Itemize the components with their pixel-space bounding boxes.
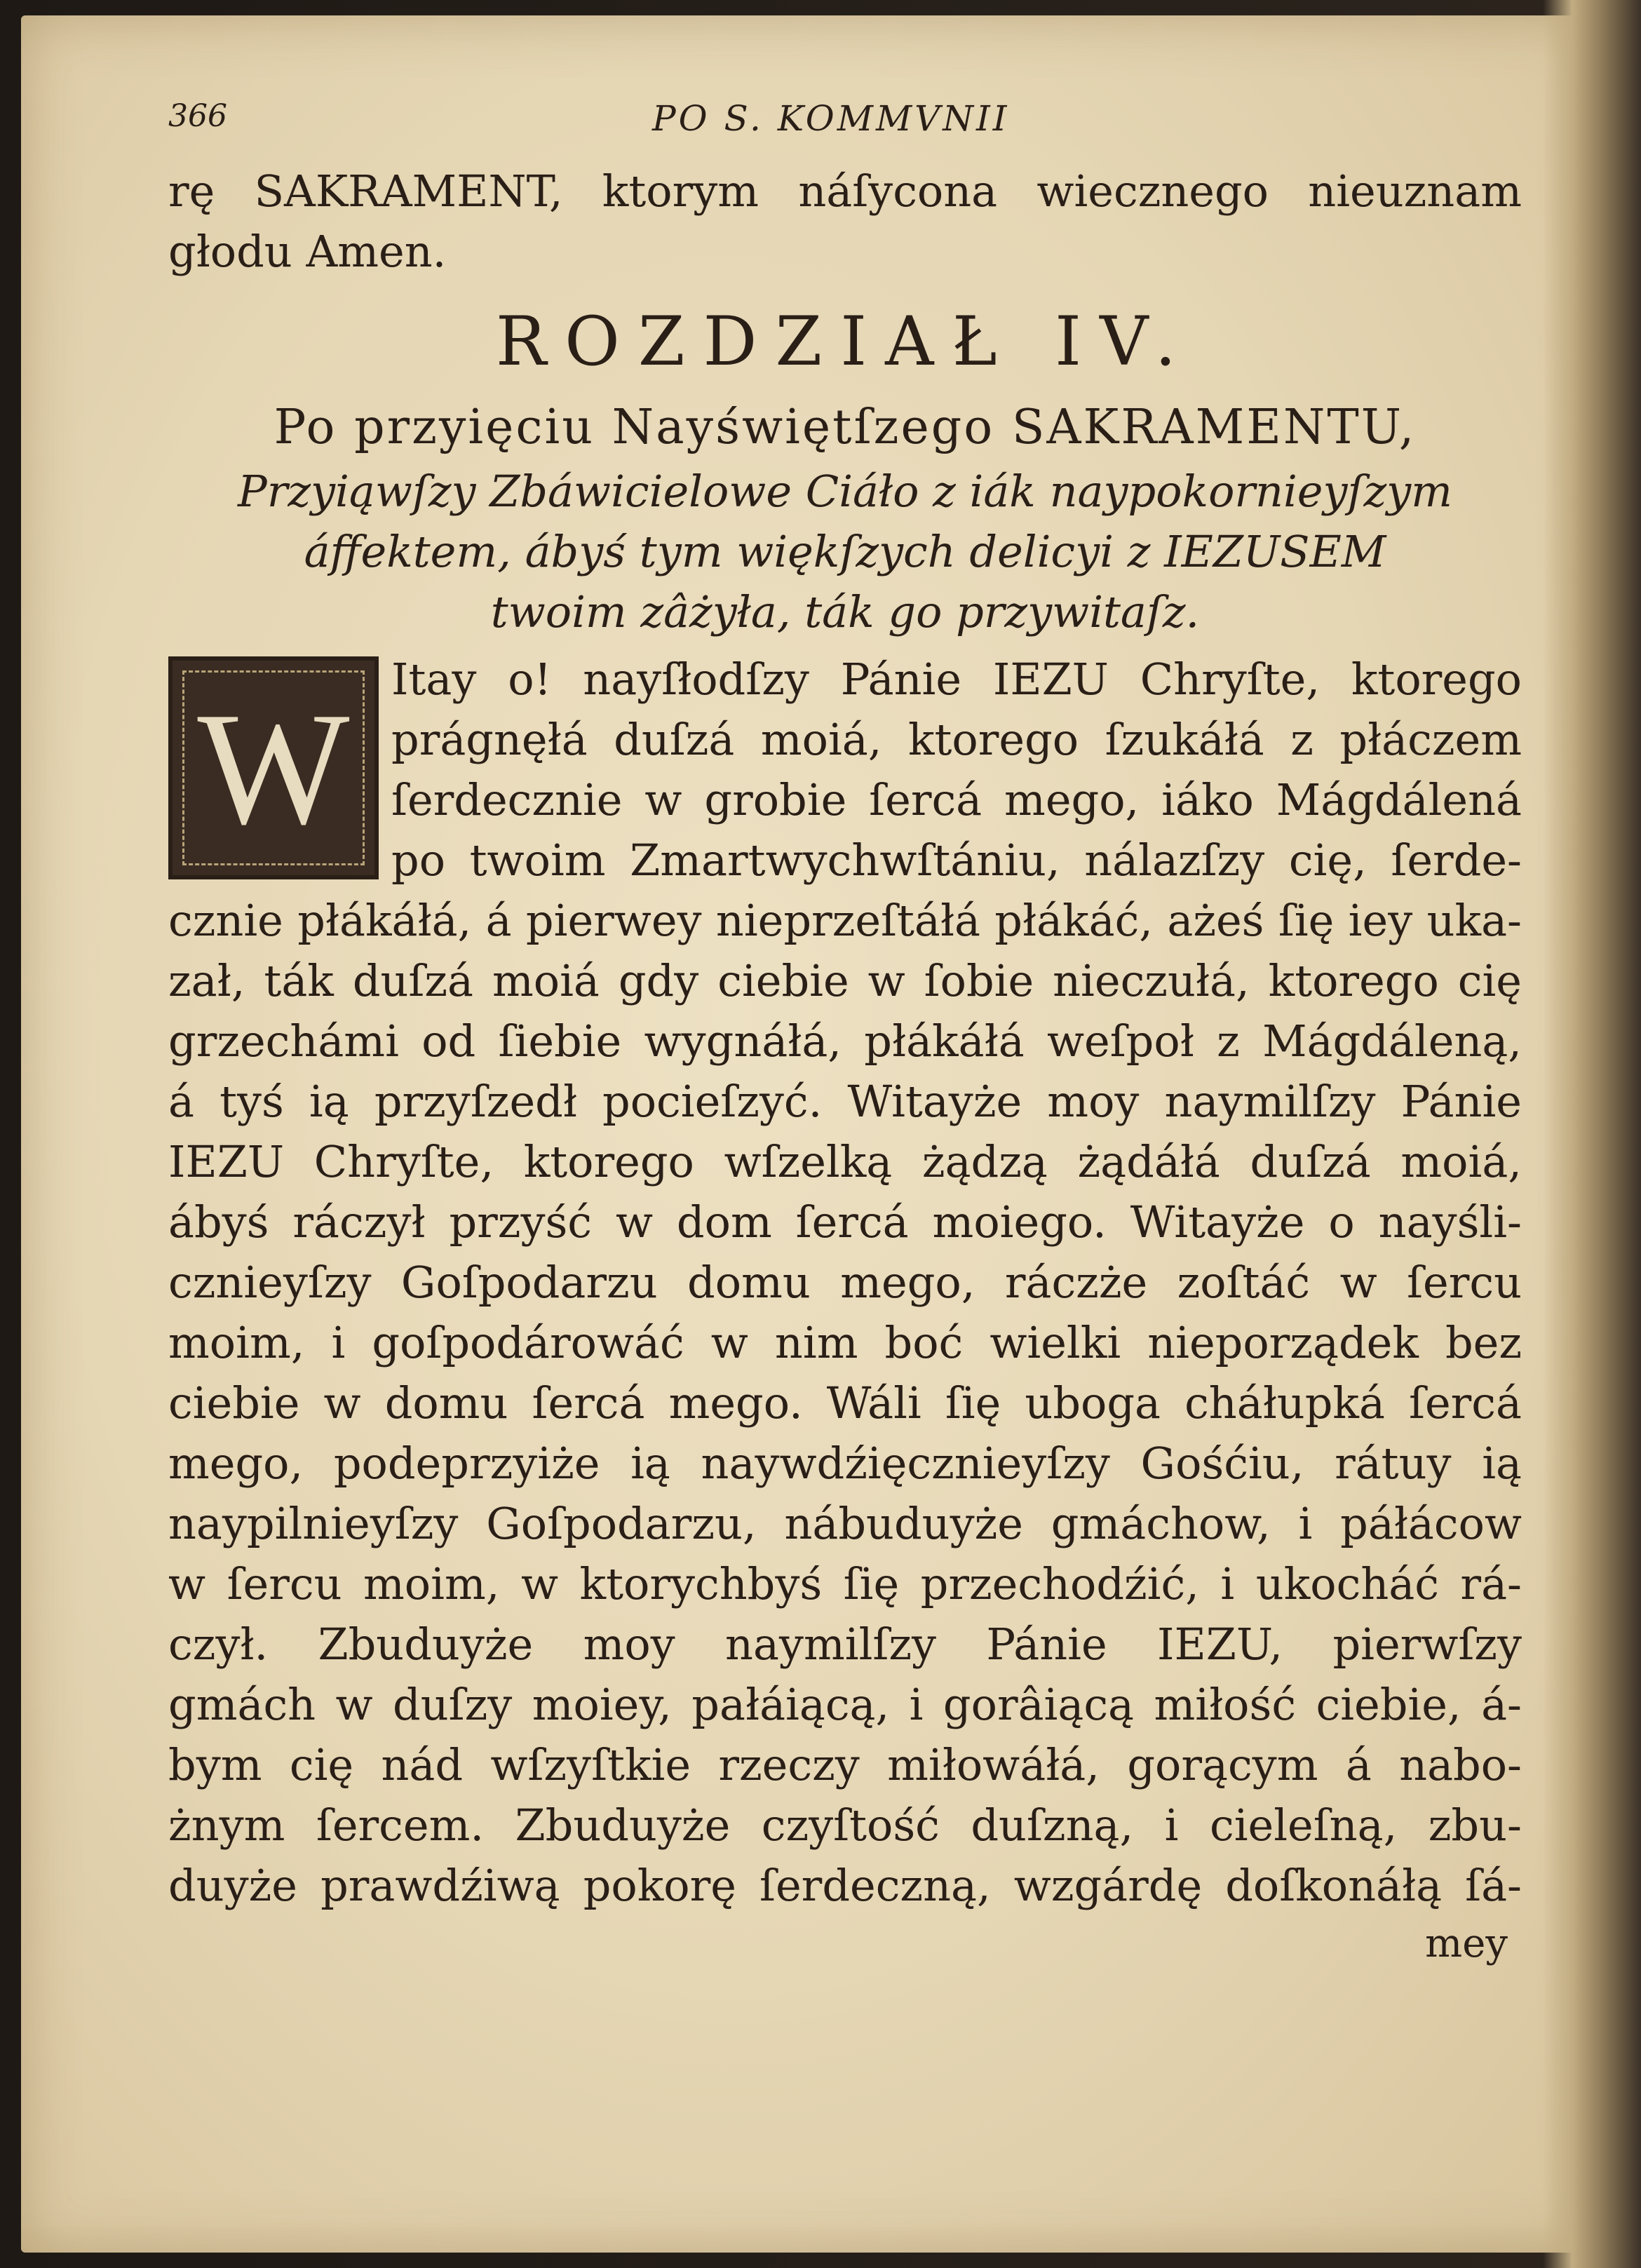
page-number: 366 (168, 98, 227, 134)
body-line: cznie płákáłá, á pierwey nieprzeſtáłá płákáć, ażeś ſię iey uka- (168, 895, 1522, 946)
body-line: prágnęłá duſzá moiá, ktorego ſzukáłá z płáczem (391, 714, 1522, 765)
body-line: cznieyſzy Goſpodarzu domu mego, ráczże zoſtáć w ſercu (168, 1257, 1522, 1308)
body-line: w ſercu moim, w ktorychbyś ſię przechodźić, i ukocháć rá- (168, 1558, 1522, 1609)
body-line: duyże prawdźiwą pokorę ſerdeczną, wzgárdę doſkonáłą ſá- (168, 1860, 1522, 1911)
binding-gutter (1543, 0, 1641, 2268)
rubric-line: áffektem, ábyś tym więkſzych delicyi z IEZUSEM (304, 526, 1386, 577)
body-line: żnym ſercem. Zbuduyże czyſtość duſzną, i cieleſną, zbu- (168, 1800, 1522, 1851)
body-line: á tyś ią przyſzedł pocieſzyć. Witayże moy naymilſzy Pánie (168, 1076, 1522, 1127)
running-head: PO S. KOMMVNII (652, 98, 1010, 139)
decorative-initial-icon (168, 656, 379, 879)
rubric-line: Przyiąwſzy Zbáwicielowe Ciáło z iák naypokornieyſzym (238, 466, 1452, 517)
opening-text (168, 161, 1522, 282)
text-line: głodu Amen. (168, 226, 447, 277)
body-line: Itay o! nayſłodſzy Pánie IEZU Chryſte, ktorego (391, 654, 1522, 705)
page-text (168, 98, 1522, 1972)
body-line: zał, ták duſzá moiá gdy ciebie w ſobie nieczułá, ktorego cię (168, 955, 1522, 1006)
chapter-subtitle: Po przyięciu Nayświętſzego SAKRAMENTU, (274, 400, 1417, 455)
body-line: po twoim Zmartwychwſtániu, nálazſzy cię, ſerde- (391, 835, 1522, 886)
body-line: moim, i goſpodárowáć w nim boć wielki nieporządek bez (168, 1317, 1522, 1368)
rubric (168, 461, 1522, 642)
body-text (168, 649, 1522, 1916)
body-line: ſerdecznie w grobie ſercá mego, iáko Mágdálená (391, 774, 1522, 825)
text-line: rę SAKRAMENT, ktorym náſycona wiecznego nieuznam (168, 166, 1522, 217)
body-line: IEZU Chryſte, ktorego wſzelką żądzą żądáłá duſzá moiá, (168, 1136, 1522, 1187)
body-line: ciebie w domu ſercá mego. Wáli ſię uboga cháłupká ſercá (168, 1377, 1522, 1429)
rubric-line: twoim zâżyła, ták go przywitaſz. (490, 586, 1200, 637)
body-line: czył. Zbuduyże moy naymilſzy Pánie IEZU, pierwſzy (168, 1619, 1522, 1670)
chapter-title: ROZDZIAŁ IV. (495, 302, 1195, 381)
body-line: naypilnieyſzy Goſpodarzu, nábuduyże gmáchow, i páłácow (168, 1498, 1522, 1549)
page-header (168, 98, 1522, 161)
initial-letter: W (197, 678, 350, 858)
body-line: bym cię nád wſzyſtkie rzeczy miłowáłá, gorącym á nabo- (168, 1739, 1522, 1790)
body-line: mego, podeprzyiże ią naywdźięcznieyſzy Gośćiu, rátuy ią (168, 1438, 1522, 1489)
body-line: gmách w duſzy moiey, pałáiącą, i gorâiącą miłość ciebie, á- (168, 1679, 1522, 1730)
body-line: ábyś ráczył przyść w dom ſercá moiego. Witayże o nayśli- (168, 1196, 1522, 1248)
body-line: grzechámi od ſiebie wygnáłá, płákáłá weſpoł z Mágdáleną, (168, 1015, 1522, 1067)
catchword: mey (1425, 1921, 1508, 1966)
